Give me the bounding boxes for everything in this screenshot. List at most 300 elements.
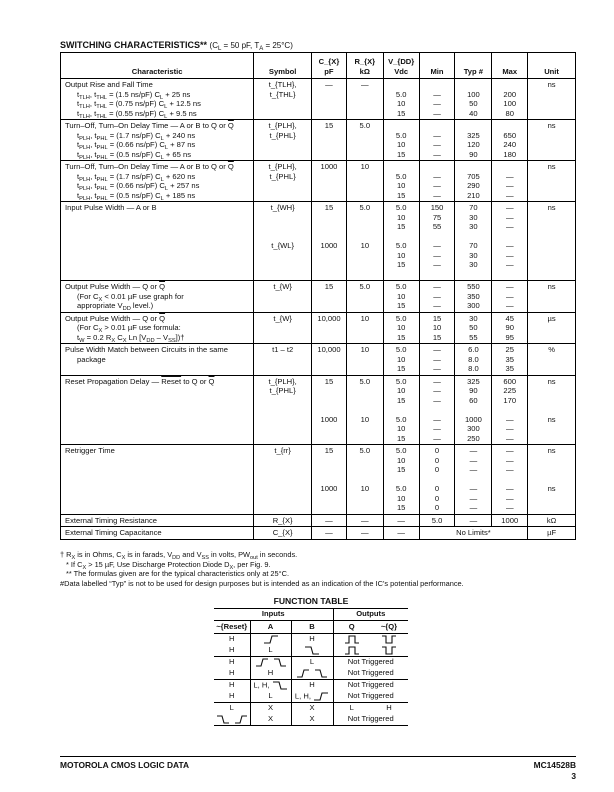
min-value xyxy=(420,270,455,280)
min-value: — xyxy=(433,181,441,190)
typ-value: 30 xyxy=(469,260,478,269)
cx-value: — xyxy=(325,515,333,525)
rx-value xyxy=(347,475,383,485)
typ-value: 90 xyxy=(469,386,478,395)
cell-text: H xyxy=(229,634,235,644)
cell-min xyxy=(419,344,455,375)
unit-value: µF xyxy=(547,528,557,537)
cell-typ xyxy=(454,120,491,160)
cell-sym xyxy=(253,376,311,445)
typ-value xyxy=(455,405,491,415)
vdd-value: 15 xyxy=(396,465,406,474)
rx-value xyxy=(347,456,383,466)
cell-typ xyxy=(454,281,491,312)
spec-row xyxy=(61,161,575,202)
symbol-text xyxy=(254,181,311,191)
cell-rx xyxy=(346,445,383,514)
cx-value: — xyxy=(325,80,333,89)
unit-value xyxy=(528,150,575,160)
max-value xyxy=(492,80,527,90)
unit-value xyxy=(528,323,575,333)
cell-rx xyxy=(346,515,383,527)
cell-b xyxy=(291,691,333,703)
outputs-header: Outputs xyxy=(333,609,408,621)
cell-vdd xyxy=(383,120,419,160)
header-characteristic xyxy=(61,53,253,78)
outputs-not-triggered: Not Triggered xyxy=(333,714,408,726)
rx-value xyxy=(347,150,383,160)
vdd-value: — xyxy=(397,515,405,525)
typ-value: 8.0 xyxy=(468,354,479,364)
typ-value: 6.0 xyxy=(468,345,479,354)
min-value: — xyxy=(433,291,441,301)
characteristic-text: Turn–Off, Turn–On Delay Time — A or B to Q or $\overline{Q}$ xyxy=(65,162,234,171)
cell-min xyxy=(419,79,455,119)
vdd-value xyxy=(384,232,419,242)
vdd-value: 15 xyxy=(396,332,406,342)
max-value: — xyxy=(505,465,514,474)
cell-rx xyxy=(346,527,383,539)
min-value: — xyxy=(433,424,441,433)
symbol-text: t_{WH} xyxy=(270,203,295,212)
vdd-value: 15 xyxy=(396,364,406,373)
vdd-value: 10 xyxy=(396,386,406,395)
cx-value xyxy=(312,465,346,475)
section-title: SWITCHING CHARACTERISTICS** xyxy=(60,40,208,50)
typ-value: 300 xyxy=(467,424,480,433)
cell-q xyxy=(333,645,370,657)
cell-cx xyxy=(311,344,346,375)
min-value: 15 xyxy=(432,332,442,342)
vdd-value xyxy=(384,270,419,280)
min-value: — xyxy=(433,345,441,354)
unit-value xyxy=(528,465,575,475)
cell-text: L xyxy=(349,703,354,712)
function-table-row xyxy=(214,691,408,703)
cell-vdd xyxy=(383,161,419,201)
typ-value xyxy=(455,475,491,485)
cell-unit xyxy=(527,202,575,280)
falling-edge-icon xyxy=(304,645,320,656)
rx-value xyxy=(347,90,383,100)
cx-value: 15 xyxy=(324,282,334,291)
max-value: 35 xyxy=(505,364,514,373)
max-value: — xyxy=(505,190,514,200)
characteristic-text: (For $C_X < 0.01$ µF use graph for xyxy=(77,291,184,303)
cell-max xyxy=(491,161,527,201)
min-value xyxy=(420,121,455,131)
cx-value xyxy=(312,456,346,466)
typ-value: — xyxy=(469,503,478,512)
rx-value: 10 xyxy=(360,241,370,250)
characteristic-text: $t_{TLH}$, $t_{THL} = (1.5$ ns/pF) $C_L + 25$ ns xyxy=(77,89,191,101)
cx-value xyxy=(312,181,346,191)
cx-value xyxy=(312,172,346,182)
spec-row xyxy=(61,344,575,376)
unit-value xyxy=(528,475,575,485)
typ-value xyxy=(455,270,491,280)
symbol-text xyxy=(254,456,311,466)
unit-value: ns xyxy=(547,484,556,493)
cell-q xyxy=(333,634,370,646)
unit-value xyxy=(528,241,575,251)
cell-typ xyxy=(454,161,491,201)
cell-char xyxy=(61,344,253,375)
vdd-value: 10 xyxy=(396,181,406,190)
min-value: 10 xyxy=(432,323,442,332)
typ-value: — xyxy=(469,484,478,493)
min-value: 75 xyxy=(432,212,442,222)
cell-max xyxy=(491,202,527,280)
footer-publication: MOTOROLA CMOS LOGIC DATA xyxy=(60,760,190,770)
cell-unit xyxy=(527,527,575,539)
outputs-not-triggered: Not Triggered xyxy=(333,657,408,669)
min-value: — xyxy=(433,386,441,395)
header-label: V_{DD} xyxy=(388,57,415,66)
fall-rise-icon xyxy=(216,714,248,725)
characteristic-text: $t_{TLH}$, $t_{THL} = (0.75$ ns/pF) $C_L + 12.5$ ns xyxy=(77,99,201,110)
characteristic-text: $t_{TLH}$, $t_{THL} = (0.55$ ns/pF) $C_L + 9.5$ ns xyxy=(77,108,197,120)
cell-max xyxy=(491,120,527,160)
min-value: — xyxy=(433,395,441,405)
cell-text: L xyxy=(268,691,273,701)
unit-value xyxy=(528,109,575,119)
symbol-text: t_{WL} xyxy=(271,241,295,250)
vdd-value: 15 xyxy=(396,433,406,443)
unit-value: kΩ xyxy=(546,515,557,525)
min-value: 150 xyxy=(430,203,444,212)
characteristic-text: Input Pulse Width — A or B xyxy=(65,203,157,212)
cell-b xyxy=(291,714,333,726)
cell-vdd xyxy=(383,313,419,344)
header-min xyxy=(419,53,455,78)
symbol-text xyxy=(254,475,311,485)
vdd-value: 10 xyxy=(396,493,406,503)
min-value: 0 xyxy=(434,493,440,503)
characteristic-text: Retrigger Time xyxy=(65,446,115,455)
cell-text: H xyxy=(229,680,235,690)
header-unit: kΩ xyxy=(359,66,370,76)
max-value: 650 xyxy=(503,130,517,140)
cell-unit xyxy=(527,120,575,160)
min-value: — xyxy=(433,149,441,159)
cx-value xyxy=(312,475,346,485)
max-value: — xyxy=(505,424,514,433)
vdd-value: 5.0 xyxy=(395,446,407,455)
rise-fall-icon xyxy=(296,668,328,679)
cell-min xyxy=(419,313,455,344)
symbol-text: t_{PHL} xyxy=(269,130,296,140)
function-table-row xyxy=(214,668,408,680)
rx-value xyxy=(347,140,383,150)
typ-value: 30 xyxy=(469,222,478,231)
symbol-text xyxy=(254,292,311,302)
characteristic-text: Output Pulse Width — Q or $\overline{Q}$ xyxy=(65,282,166,291)
vdd-value: 10 xyxy=(396,99,406,108)
min-value: — xyxy=(433,250,441,260)
cell-reset xyxy=(214,645,250,657)
rx-value: 5.0 xyxy=(359,203,371,212)
cell-text: L xyxy=(268,645,273,655)
cell-b xyxy=(291,657,333,669)
typ-value: — xyxy=(469,493,478,503)
max-value: — xyxy=(505,171,514,181)
rx-value: 10 xyxy=(360,162,370,171)
rx-value: — xyxy=(361,80,369,89)
unit-value xyxy=(528,222,575,232)
cx-value xyxy=(312,301,346,311)
cell-text: X xyxy=(309,703,315,712)
rx-value xyxy=(347,323,383,333)
min-value: — xyxy=(433,108,441,118)
vdd-value: 15 xyxy=(396,395,406,405)
characteristic-text: Reset Propagation Delay — Reset to Q or $\overline{Q}$ xyxy=(65,376,215,386)
cell-cx xyxy=(311,515,346,527)
cx-value: 1000 xyxy=(320,241,338,250)
typ-value xyxy=(455,80,491,90)
footnotes xyxy=(60,550,464,588)
cell-qbar xyxy=(370,645,408,657)
cx-value: — xyxy=(325,528,333,537)
vdd-value: — xyxy=(397,528,405,537)
rising-edge-icon xyxy=(263,634,279,645)
vdd-value: 15 xyxy=(396,149,406,159)
symbol-text: C_{X} xyxy=(272,528,293,537)
unit-value: ns xyxy=(547,162,556,171)
unit-value xyxy=(528,333,575,343)
cx-value xyxy=(312,333,346,343)
function-table-row xyxy=(214,645,408,657)
vdd-value: 15 xyxy=(396,301,406,310)
cell-a xyxy=(250,691,291,703)
max-value: — xyxy=(505,446,514,455)
rx-value xyxy=(347,386,383,396)
cell-cx xyxy=(311,120,346,160)
cell-text: H xyxy=(229,645,235,655)
spec-row xyxy=(61,376,575,446)
function-table-row xyxy=(214,714,408,726)
symbol-text xyxy=(254,222,311,232)
cell-reset xyxy=(214,714,250,726)
cell-text: L xyxy=(229,703,234,712)
unit-value: ns xyxy=(547,121,556,130)
max-value xyxy=(492,162,527,172)
cell-a xyxy=(250,657,291,669)
vdd-value xyxy=(384,405,419,415)
unit-value xyxy=(528,172,575,182)
typ-value: — xyxy=(469,446,478,455)
cx-value: 15 xyxy=(324,446,334,455)
typ-value: 325 xyxy=(467,130,480,140)
cell-reset xyxy=(214,668,250,680)
cell-reset xyxy=(214,703,250,714)
cell-unit xyxy=(527,79,575,119)
min-value: 55 xyxy=(432,222,442,231)
cell-vdd xyxy=(383,445,419,514)
cell-b xyxy=(291,680,333,692)
cell-sym xyxy=(253,344,311,375)
characteristic-text: External Timing Capacitance xyxy=(65,528,162,537)
cell-reset xyxy=(214,634,250,646)
cell-text: X xyxy=(309,713,315,723)
max-value: — xyxy=(505,222,514,231)
max-value: — xyxy=(505,484,514,493)
max-value: 240 xyxy=(503,140,517,149)
cell-text: H xyxy=(267,668,274,678)
max-value: 170 xyxy=(503,395,517,405)
vdd-value: 5.0 xyxy=(395,282,407,291)
negative-pulse-icon xyxy=(381,634,397,645)
cell-typ xyxy=(454,79,491,119)
cx-value: 10,000 xyxy=(317,345,341,354)
cell-char xyxy=(61,202,253,280)
cell-a xyxy=(250,680,291,692)
cx-value xyxy=(312,260,346,270)
footnote-double-asterisk: ** The formulas given are for the typical characteristics only at 25°C. xyxy=(66,569,289,579)
symbol-text xyxy=(254,270,311,280)
cell-sym xyxy=(253,281,311,312)
footnote-asterisk: * If $C_X > 15$ µF, Use Discharge Protection Diode $D_X$, per Fig. 9. xyxy=(66,559,271,571)
symbol-text xyxy=(254,301,311,311)
header-label: Symbol xyxy=(268,66,297,76)
cell-min xyxy=(419,376,455,445)
header-label: Max xyxy=(502,66,518,76)
unit-value xyxy=(528,213,575,223)
typ-value: 250 xyxy=(467,433,480,443)
min-value: — xyxy=(433,376,441,386)
typ-value: 120 xyxy=(467,140,480,149)
cx-value xyxy=(312,434,346,444)
rx-value xyxy=(347,465,383,475)
positive-pulse-icon xyxy=(344,645,360,656)
max-value: 25 xyxy=(505,345,514,354)
typ-value: 325 xyxy=(467,376,480,386)
header-unit: pF xyxy=(324,66,334,76)
cx-value xyxy=(312,150,346,160)
vdd-value: 10 xyxy=(396,140,406,149)
cx-value xyxy=(312,131,346,141)
rx-value xyxy=(347,251,383,261)
symbol-text: t_{PLH}, xyxy=(268,162,297,171)
cell-vdd xyxy=(383,79,419,119)
symbol-text xyxy=(254,503,311,513)
cx-value xyxy=(312,251,346,261)
characteristic-text: $t_W = 0.2$ $R_X$ $C_X$ Ln [$V_{DD}$ – $V_{SS}])\dagger$ xyxy=(77,332,185,344)
symbol-text xyxy=(254,434,311,444)
cell-min xyxy=(419,445,455,514)
max-value: 1000 xyxy=(501,515,519,525)
vdd-value: 15 xyxy=(396,222,406,231)
symbol-text xyxy=(254,405,311,415)
unit-value xyxy=(528,396,575,406)
cell-sym xyxy=(253,515,311,527)
cell-unit xyxy=(527,445,575,514)
cell-min xyxy=(419,515,455,527)
cell-b xyxy=(291,703,333,714)
max-value xyxy=(492,475,527,485)
max-value: — xyxy=(505,455,514,465)
cx-value xyxy=(312,90,346,100)
cell-b xyxy=(291,634,333,646)
min-value: — xyxy=(433,130,441,140)
header-max xyxy=(491,53,527,78)
max-value: — xyxy=(505,203,514,212)
rx-value xyxy=(347,172,383,182)
cx-value xyxy=(312,424,346,434)
rx-value xyxy=(347,213,383,223)
min-value xyxy=(420,475,455,485)
min-value xyxy=(420,162,455,172)
max-value: 90 xyxy=(505,323,514,332)
unit-value xyxy=(528,131,575,141)
outputs-not-triggered: Not Triggered xyxy=(333,691,408,703)
symbol-text xyxy=(254,260,311,270)
cx-value xyxy=(312,140,346,150)
cx-value xyxy=(312,364,346,374)
cell-text: H xyxy=(386,703,392,712)
rx-value: 5.0 xyxy=(359,446,371,455)
vdd-value: 5.0 xyxy=(395,414,407,424)
unit-value xyxy=(528,232,575,242)
characteristic-text: Output Rise and Fall Time xyxy=(65,80,153,89)
switching-characteristics-table xyxy=(60,52,576,540)
header-rx xyxy=(346,53,383,78)
max-value: — xyxy=(505,291,514,301)
test-conditions: ($C_L = 50$ pF, $T_A = 25^\circ C$) xyxy=(209,41,293,52)
cell-rx xyxy=(346,202,383,280)
vdd-value: 5.0 xyxy=(395,376,407,386)
cx-value xyxy=(312,232,346,242)
rx-value xyxy=(347,355,383,365)
max-value xyxy=(492,405,527,415)
cx-value xyxy=(312,191,346,201)
cell-b xyxy=(291,645,333,657)
cell-sym xyxy=(253,445,311,514)
q-header: Q xyxy=(333,621,370,634)
symbol-text: t1 – t2 xyxy=(272,345,294,354)
cell-char xyxy=(61,79,253,119)
cell-vdd xyxy=(383,376,419,445)
rx-value: 5.0 xyxy=(359,282,371,291)
cell-typ xyxy=(454,445,491,514)
vdd-value: 10 xyxy=(396,424,406,433)
cx-value: 1000 xyxy=(320,414,338,424)
cell-text: H xyxy=(229,668,235,678)
rx-value xyxy=(347,396,383,406)
function-table-row xyxy=(214,703,408,714)
min-value: 0 xyxy=(434,446,440,455)
symbol-text: t_{PLH}, xyxy=(268,121,297,130)
symbol-text: t_{TLH}, xyxy=(268,80,297,89)
min-value: — xyxy=(433,260,441,269)
rx-value xyxy=(347,434,383,444)
cell-cx xyxy=(311,313,346,344)
symbol-text xyxy=(254,191,311,201)
symbol-text: t_{rr} xyxy=(274,446,291,455)
cell-sym xyxy=(253,313,311,344)
symbol-text xyxy=(254,424,311,434)
cell-typ xyxy=(454,515,491,527)
header-vdd xyxy=(383,53,419,78)
min-value: — xyxy=(433,241,441,250)
characteristic-text: Output Pulse Width — Q or $\overline{Q}$ xyxy=(65,313,166,323)
cell-b xyxy=(291,668,333,680)
vdd-value: 10 xyxy=(396,291,406,301)
characteristic-text: Turn–Off, Turn–On Delay Time — A or B to Q or $\overline{Q}$ xyxy=(65,121,234,130)
vdd-value xyxy=(384,121,419,131)
cell-char xyxy=(61,515,253,527)
cell-vdd xyxy=(383,515,419,527)
